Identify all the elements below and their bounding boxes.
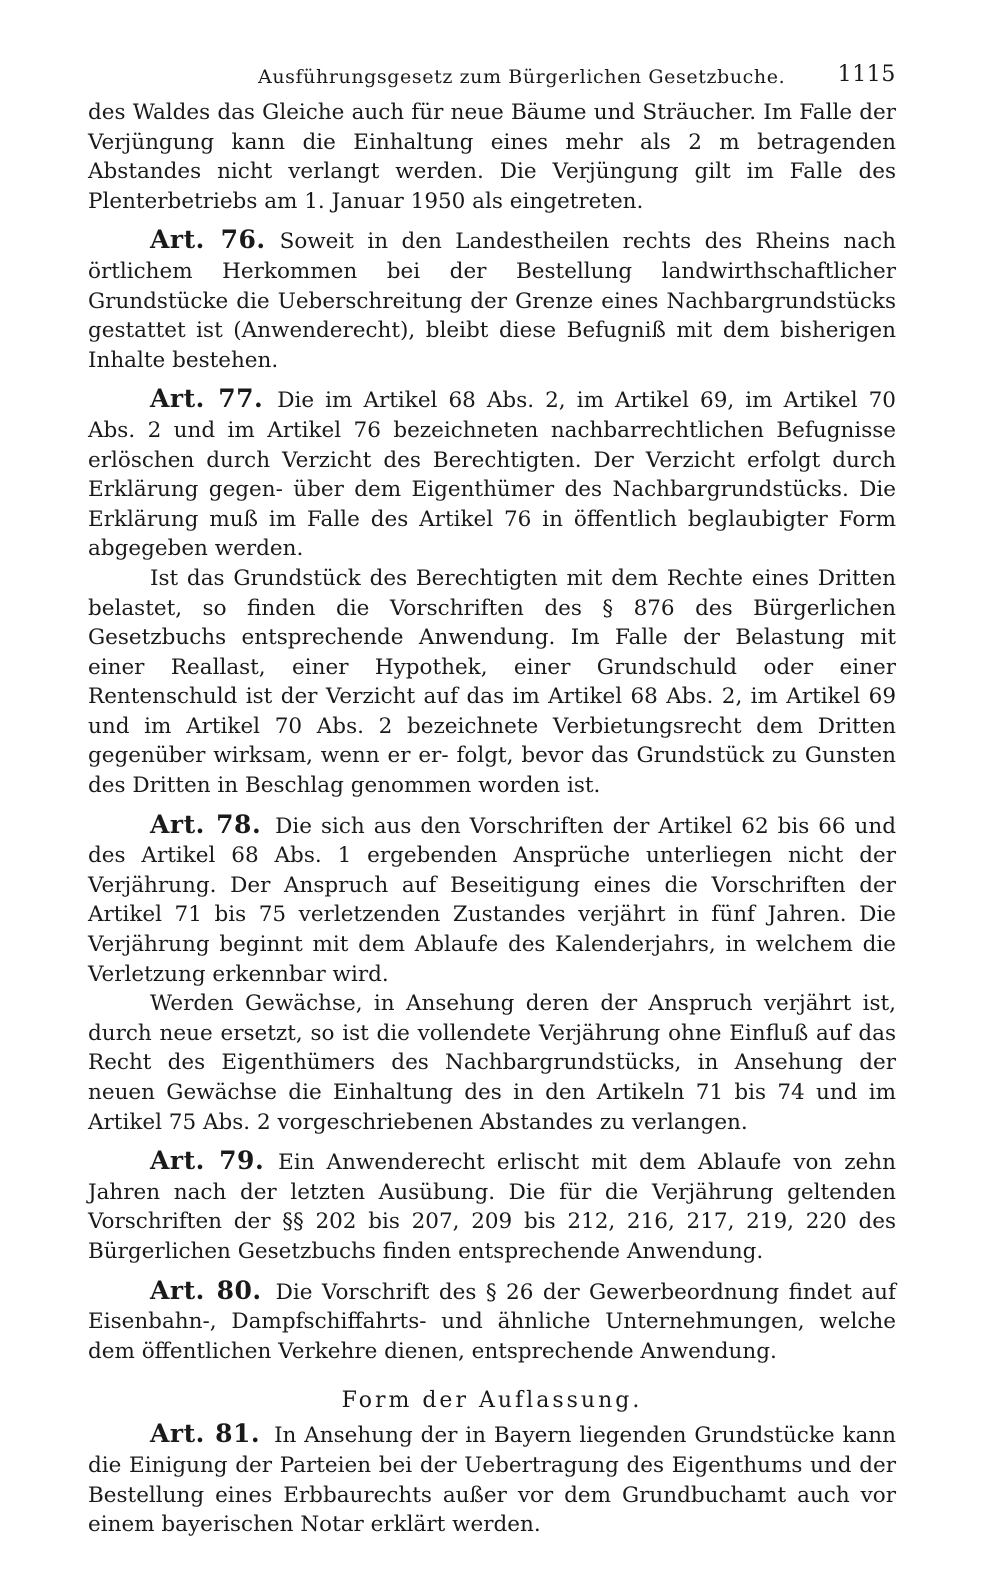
article-77-text: Die im Artikel 68 Abs. 2, im Artikel 69, im Artikel 70 Abs. 2 und im Artikel 76 bezeichneten nachbarrechtlichen Befugnisse erlöschen durch Verzicht des Berechtigten. Der Verzicht erfolgt durch Erklärung gegen- über dem Eigenthümer des Nachbargrundstücks. Die Erklärung muß im Falle des Artikel 76 in öffentlich beglaubigter Form abgegeben werden. <box>88 388 896 562</box>
page-number: 1115 <box>837 62 896 87</box>
article-76-text: Soweit in den Landestheilen rechts des Rheins nach örtlichem Herkommen bei der Bestellung landwirthschaftlicher Grundstücke die Ueberschreitung der Grenze eines Nachbargrundstücks gestattet ist (Anwenderecht), bleibt diese Befugniß mit dem bisherigen Inhalte bestehen. <box>88 229 896 373</box>
article-77-label: Art. 77. <box>150 384 264 414</box>
article-81-label: Art. 81. <box>150 1419 261 1449</box>
running-title: Ausführungsgesetz zum Bürgerlichen Gesetzbuche. <box>258 66 786 88</box>
article-79-label: Art. 79. <box>150 1146 265 1176</box>
running-head <box>88 58 896 98</box>
article-80-text: Die Vorschrift des § 26 der Gewerbeordnung findet auf Eisenbahn-, Dampfschiffahrts- und ähnliche Unternehmungen, welche dem öffentlichen Verkehre dienen, entsprechende Anwendung. <box>88 1279 896 1364</box>
article-76-label: Art. 76. <box>150 225 266 255</box>
article-78-paragraph-2: Werden Gewächse, in Ansehung deren der Anspruch verjährt ist, durch neue ersetzt, so ist die vollendete Verjährung ohne Einfluß auf das Recht des Eigenthümers des Nachbargrundstücks, in Ansehung der neuen Gewächse die Einhaltung des in den Artikeln 71 bis 74 und im Artikel 75 Abs. 2 vorgeschriebenen Abstandes zu verlangen. <box>88 991 896 1135</box>
continuation-paragraph: des Waldes das Gleiche auch für neue Bäume und Sträucher. Im Falle der Verjüngung kann die Einhaltung eines mehr als 2 m betragenden Abstandes nicht verlangt werden. Die Verjüngung gilt im Falle des Plenterbetriebs am 1. Januar 1950 als eingetreten. <box>88 100 896 214</box>
article-77-paragraph-2: Ist das Grundstück des Berechtigten mit dem Rechte eines Dritten belastet, so finden die Vorschriften des § 876 des Bürgerlichen Gesetzbuchs entsprechende Anwendung. Im Falle der Belastung mit einer Reallast, einer Hypothek, einer Grundschuld oder einer Rentenschuld ist der Verzicht auf das im Artikel 68 Abs. 2, im Artikel 69 und im Artikel 70 Abs. 2 bezeichnete Verbietungsrecht dem Dritten gegenüber wirksam, wenn er er- folgt, bevor das Grundstück zu Gunsten des Dritten in Beschlag genommen worden ist. <box>88 565 896 799</box>
article-79-text: Ein Anwenderecht erlischt mit dem Ablaufe von zehn Jahren nach der letzten Ausübung. Die für die Verjährung geltenden Vorschriften der §§ 202 bis 207, 209 bis 212, 216, 217, 219, 220 des Bürgerlichen Gesetzbuchs finden entsprechende Anwendung. <box>88 1150 896 1264</box>
article-78-label: Art. 78. <box>150 809 262 839</box>
article-76 <box>88 225 896 375</box>
section-heading: Form der Auflassung. <box>341 1388 643 1414</box>
article-78 <box>88 810 896 990</box>
article-77 <box>88 384 896 564</box>
article-80 <box>88 1276 896 1367</box>
book-page <box>88 58 896 1540</box>
article-78-text: Die sich aus den Vorschriften der Artikel 62 bis 66 und des Artikel 68 Abs. 1 ergebenden Ansprüche unterliegen nicht der Verjährung. Der Anspruch auf Beseitigung eines die Vorschriften der Artikel 71 bis 75 verletzenden Zustandes verjährt in fünf Jahren. Die Verjährung beginnt mit dem Ablaufe des Kalenderjahrs, in welchem die Verletzung erkennbar wird. <box>88 813 896 987</box>
article-81-text: In Ansehung der in Bayern liegenden Grundstücke kann die Einigung der Parteien bei der Uebertragung des Eigenthums und der Bestellung eines Erbbaurechts außer vor dem Grundbuchamt auch vor einem bayerischen Notar erklärt werden. <box>88 1423 896 1538</box>
article-81 <box>88 1419 896 1539</box>
article-79 <box>88 1146 896 1266</box>
article-80-label: Art. 80. <box>150 1275 262 1305</box>
